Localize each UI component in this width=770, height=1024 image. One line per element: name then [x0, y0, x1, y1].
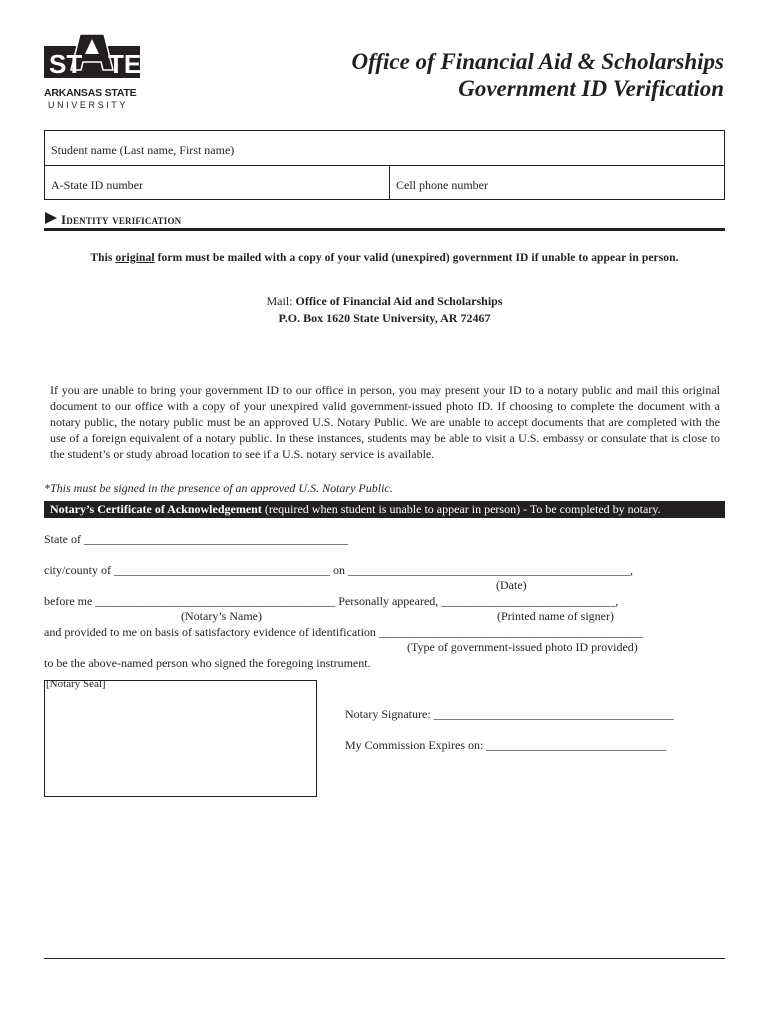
notary-header-rest: (required when student is unable to appear in person) - To be completed by notary. — [261, 502, 661, 516]
student-name-field[interactable] — [44, 130, 725, 166]
astate-id-field[interactable] — [44, 165, 390, 200]
cell-phone-label: Cell phone number — [396, 178, 488, 192]
triangle-right-icon — [45, 212, 57, 224]
notary-signature-line[interactable]: Notary Signature: ________________________________________ — [345, 707, 674, 721]
logo-university-sub: UNIVERSITY — [48, 100, 129, 110]
mail-office: Office of Financial Aid and Scholarships — [295, 294, 503, 308]
before-me-line[interactable]: before me ________________________________________ Personally appeared, _____________________________, — [44, 594, 619, 608]
instruction-after: form must be mailed with a copy of your valid (unexpired) government ID if unable to appear in person. — [154, 252, 679, 264]
footer-divider — [44, 958, 725, 959]
notary-header-title: Notary’s Certificate of Acknowledgement — [50, 502, 262, 516]
county-date-line[interactable]: city/county of ____________________________________ on _______________________________________________, — [44, 563, 633, 577]
logo-wordmark-right: TE — [108, 49, 142, 79]
section-divider — [44, 228, 725, 231]
id-type-caption: (Type of government-issued photo ID provided) — [407, 640, 638, 654]
state-of-line[interactable]: State of ____________________________________________ — [44, 532, 348, 546]
page-subtitle: Government ID Verification — [458, 76, 724, 101]
instruction-text — [44, 252, 725, 264]
commission-expires-line[interactable]: My Commission Expires on: ______________________________ — [345, 738, 667, 752]
above-named-line: to be the above-named person who signed the foregoing instrument. — [44, 656, 371, 670]
instruction-emphasis: original — [115, 252, 155, 264]
cell-phone-field[interactable] — [389, 165, 725, 200]
notary-seal-label: [Notary Seal] — [46, 678, 106, 690]
evidence-line[interactable]: and provided to me on basis of satisfactory evidence of identification ____________________________________________ — [44, 625, 643, 639]
notary-name-caption: (Notary’s Name) — [181, 609, 262, 623]
notary-seal-box — [44, 680, 317, 797]
logo-university-name: ARKANSAS STATE — [44, 87, 137, 99]
student-name-label: Student name (Last name, First name) — [51, 143, 235, 157]
logo-wordmark-left: ST — [49, 49, 83, 79]
date-caption: (Date) — [496, 578, 527, 592]
notary-section-header — [44, 501, 725, 518]
mail-label: Mail: — [266, 294, 296, 308]
page-title: Office of Financial Aid & Scholarships — [351, 49, 724, 74]
notary-note: *This must be signed in the presence of an approved U.S. Notary Public. — [44, 481, 393, 495]
section-title: Identity verification — [61, 212, 182, 227]
instruction-before: This — [90, 252, 116, 264]
mail-address: P.O. Box 1620 State University, AR 72467 — [278, 311, 491, 325]
printed-name-caption: (Printed name of signer) — [497, 609, 614, 623]
mail-office-line — [44, 294, 725, 309]
astate-id-label: A-State ID number — [51, 178, 143, 192]
instructions-paragraph: If you are unable to bring your government ID to our office in person, you may present your ID to a notary public and mail this original document to our office with a copy of your unexpired valid government-issued photo ID. If choosing to complete the document with a notary public, the notary public must be an approved U.S. Notary Public. We are unable to accept documents that are completed with the use of a foreign equivalent of a notary public. In these instances, students may be able to visit a U.S. embassy or consulate that is close to the student’s or study abroad location to see if a U.S. notary service is available. — [50, 383, 720, 461]
